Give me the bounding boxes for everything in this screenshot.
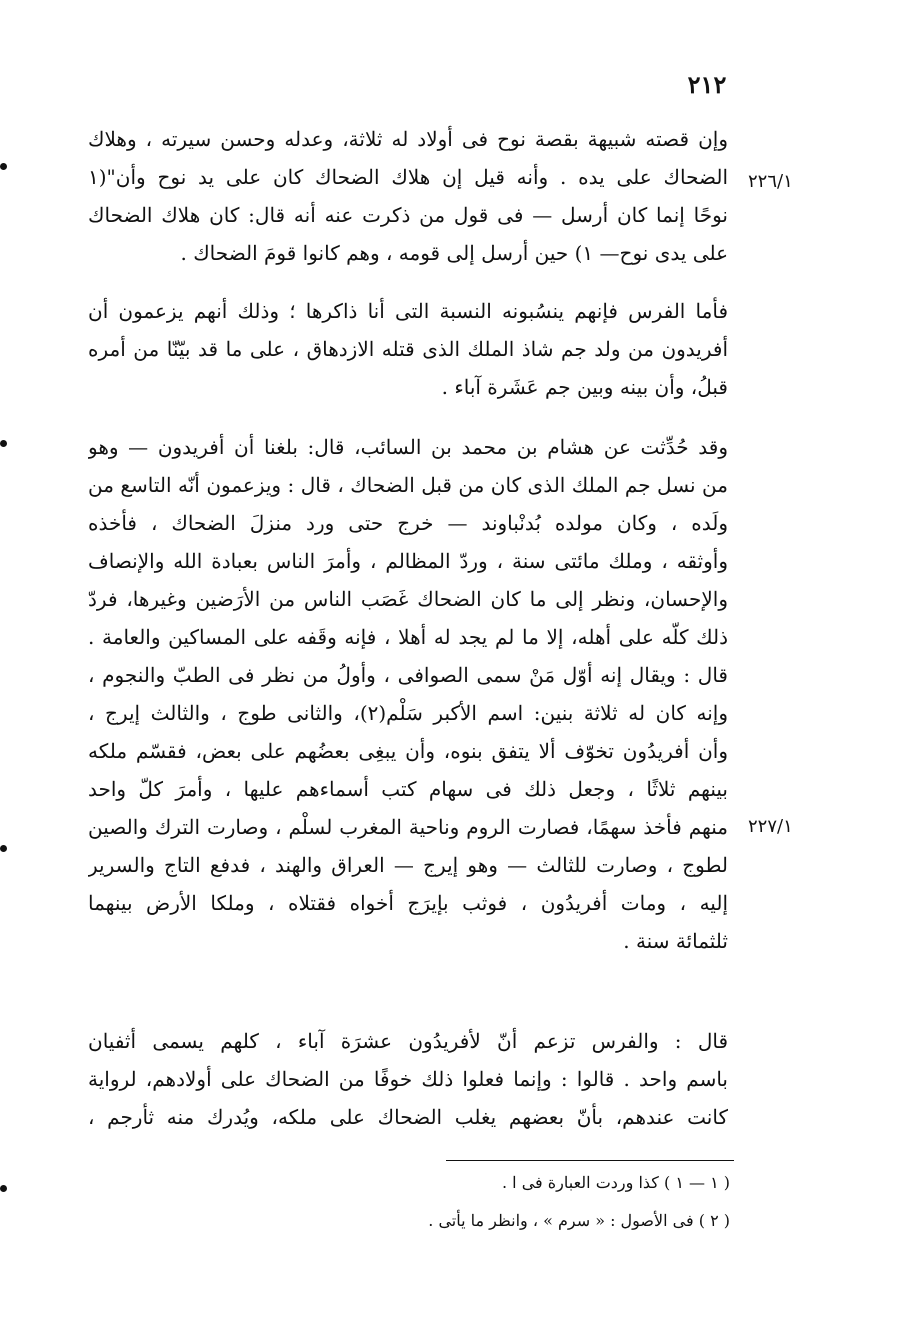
text-line: ثلثمائة سنة . <box>623 929 728 953</box>
text-line: وأوثقه ، وملك مائتى سنة ، وردّ المظالم ، وأمرَ الناس بعبادة الله والإنصاف <box>88 549 728 573</box>
text-line: والإحسان، ونظر إلى ما كان الضحاك غَصَب الناس من الأرَضين وغيرها، فردّ <box>88 587 728 611</box>
text-line: قبلُ، وأن بينه وبين جم عَشَرة آباء . <box>441 375 728 399</box>
text-line: نوحًا إنما كان أرسل — فى قول من ذكرت عنه أنه قال: كان هلاك الضحاك <box>88 203 728 227</box>
margin-mark <box>0 1185 7 1192</box>
text-line: وإن قصته شبيهة بقصة نوح فى أولاد له ثلاثة، وعدله وحسن سيرته ، وهلاك <box>88 127 728 151</box>
margin-mark <box>0 845 7 852</box>
paragraph <box>88 428 728 960</box>
marginal-reference: ٢٢٦/١ <box>748 171 793 192</box>
text-line: ذلك كلّه على أهله، إلا ما لم يجد له أهلا ، فإنه وقَفه على المساكين والعامة . <box>88 625 728 649</box>
text-line: فأما الفرس فإنهم ينسُبونه النسبة التى أنا ذاكرها ؛ وذلك أنهم يزعمون أن <box>88 299 728 323</box>
text-line: الضحاك على يده . وأنه قيل إن هلاك الضحاك كان على يد نوح وأن"(١ <box>88 165 728 189</box>
text-line: منهم فأخذ سهمًا، فصارت الروم وناحية المغرب لسلْم ، وصارت الترك والصين <box>88 815 728 839</box>
paragraph <box>88 292 728 406</box>
text-line: قال : والفرس تزعم أنّ لأفريدُون عشرَة آباء ، كلهم يسمى أثفيان <box>88 1029 728 1053</box>
text-line: وقد حُدِّثت عن هشام بن محمد بن السائب، قال: بلغنا أن أفريدون — وهو <box>88 435 728 459</box>
footnote: ( ١ — ١ ) كذا وردت العبارة فى ا . <box>502 1173 730 1192</box>
text-line: ولَده ، وكان مولده بُدنْباوند — خرج حتى ورد منزلَ الضحاك ، فأخذه <box>88 511 728 535</box>
text-line: من نسل جم الملك الذى كان من قبل الضحاك ، قال : ويزعمون أنّه التاسع من <box>88 473 728 497</box>
text-line: لطوج ، وصارت للثالث — وهو إيرج — العراق والهند ، فدفع التاج والسرير <box>88 853 728 877</box>
margin-mark <box>0 163 7 170</box>
text-line: على يدى نوح— ١) حين أرسل إلى قومه ، وهم كانوا قومَ الضحاك . <box>180 241 728 265</box>
paragraph <box>88 1022 728 1136</box>
footnote-divider <box>446 1160 734 1161</box>
text-line: وأن أفريدُون تخوّف ألا يتفق بنوه، وأن يبغِى بعضُهم على بعض، فقسّم ملكه <box>88 739 728 763</box>
marginal-reference: ٢٢٧/١ <box>748 816 793 837</box>
footnote: ( ٢ ) فى الأصول : « سرم » ، وانظر ما يأتى . <box>428 1211 730 1230</box>
text-line: قال : ويقال إنه أوّل مَنْ سمى الصوافى ، وأولُ من نظر فى الطبّ والنجوم ، <box>88 663 728 687</box>
paragraph <box>88 120 728 272</box>
text-line: وإنه كان له ثلاثة بنين: اسم الأكبر سَلْم(٢)، والثانى طوج ، والثالث إيرج ، <box>88 701 728 725</box>
page-number: ٢١٢ <box>687 70 727 99</box>
text-line: إليه ، ومات أفريدُون ، فوثب بإيرَج أخواه فقتلاه ، وملكا الأرض بينهما <box>88 891 728 915</box>
text-line: كانت عندهم، بأنّ بعضهم يغلب الضحاك على ملكه، ويُدرك منه ثأرجم ، <box>88 1105 728 1129</box>
text-line: بينهم ثلاثًا ، وجعل ذلك فى سهام كتب أسماءهم عليها ، وأمرَ كلّ واحد <box>88 777 728 801</box>
text-line: باسم واحد . قالوا : وإنما فعلوا ذلك خوفًا من الضحاك على أولادهم، لرواية <box>88 1067 728 1091</box>
margin-mark <box>0 440 7 447</box>
text-line: أفريدون من ولد جم شاذ الملك الذى قتله الازدهاق ، على ما قد بيّنّا من أمره <box>88 337 728 361</box>
